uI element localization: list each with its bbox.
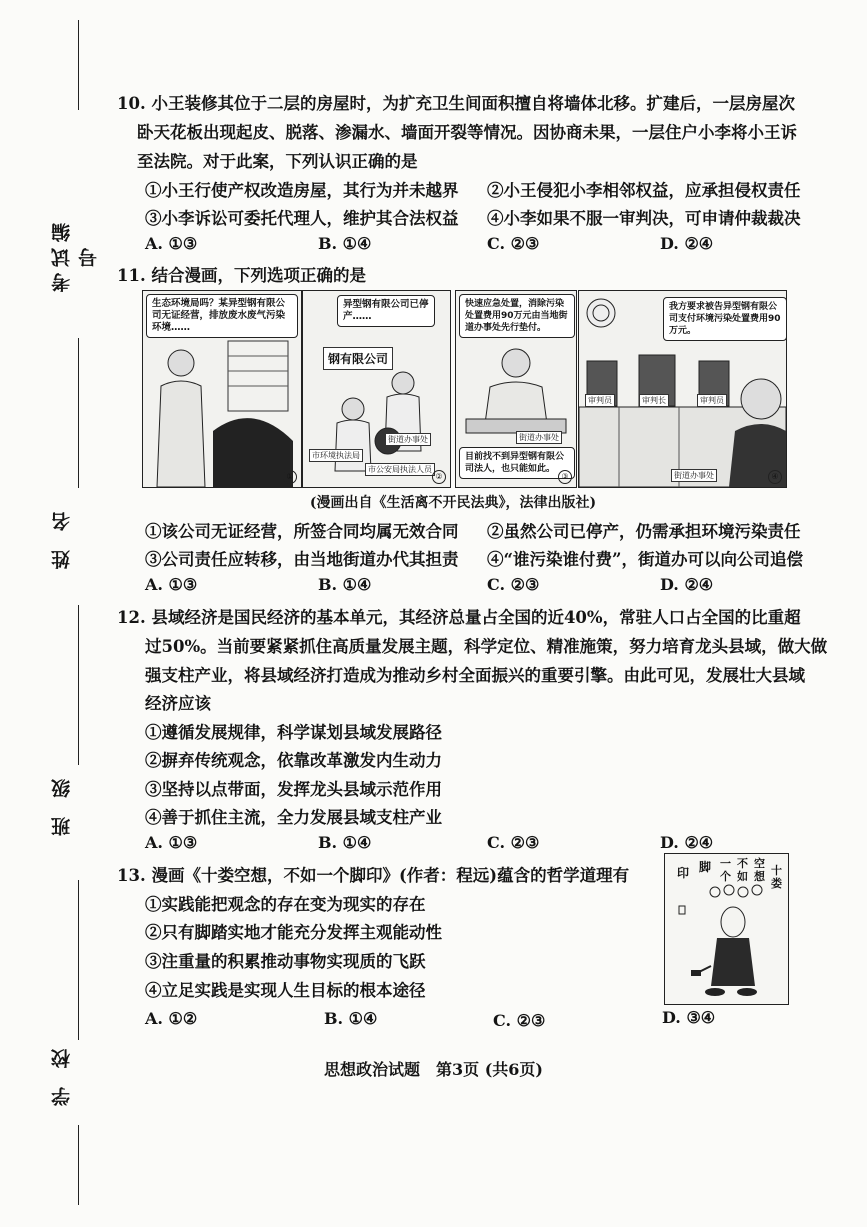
choice-a: A. ①③: [145, 575, 198, 594]
option-4: ④立足实践是实现人生目标的根本途径: [145, 981, 426, 1000]
choice-a: A. ①③: [145, 234, 198, 253]
option-3: ③坚持以点带面，发挥龙头县域示范作用: [145, 780, 442, 799]
label-tag: 审判员: [697, 394, 727, 407]
question-text: 过50%。当前要紧紧抓住高质量发展主题，科学定位、精准施策，努力培育龙头县域，做大做: [145, 637, 828, 656]
choice-c: C. ②③: [493, 1011, 546, 1030]
cartoon-text: 脚: [699, 860, 712, 874]
label-tag: 市环境执法局: [309, 449, 363, 462]
comic-drawing: [143, 291, 301, 487]
margin-line: [78, 338, 79, 488]
speech-bubble: 我方要求被告异型钢有限公司支付环境污染处置费用90万元。: [663, 297, 787, 341]
option-3: ③小李诉讼可委托代理人，维护其合法权益: [145, 209, 459, 228]
label-tag: 市公安局执法人员: [365, 463, 435, 476]
choice-b: B. ①④: [318, 234, 372, 253]
cartoon-drawing: [665, 854, 788, 1004]
choice-d: D. ②④: [660, 234, 714, 253]
cartoon-text: 印: [677, 866, 690, 880]
label-tag: 审判长: [639, 394, 669, 407]
class-label: 班 级: [51, 773, 73, 837]
cartoon-text: 空想: [754, 857, 765, 883]
name-label: 姓 名: [51, 506, 73, 569]
label-tag: 街道办事处: [671, 469, 717, 482]
speech-bubble: 快速应急处置，消除污染处置费用90万元由当地街道办事处先行垫付。: [459, 294, 575, 338]
speech-bubble: 异型钢有限公司已停产……: [337, 295, 435, 327]
choice-b: B. ①④: [318, 833, 372, 852]
option-2: ②小王侵犯小李相邻权益，应承担侵权责任: [487, 181, 801, 200]
label-tag: 街道办事处: [385, 433, 431, 446]
choice-c: C. ②③: [487, 575, 540, 594]
question-text: 强支柱产业，将县域经济打造成为推动乡村全面振兴的重要引擎。由此可见，发展壮大县域: [145, 666, 805, 685]
margin-line: [78, 1125, 79, 1205]
page-footer: 思想政治试题 第3页 (共6页): [324, 1060, 543, 1079]
panel-number: ②: [432, 470, 446, 484]
margin-line: [78, 20, 79, 110]
choice-b: B. ①④: [318, 575, 372, 594]
company-sign: 钢有限公司: [323, 347, 393, 370]
choice-d: D. ③④: [662, 1008, 716, 1027]
philosophy-cartoon: [664, 853, 789, 1005]
option-1: ①小王行使产权改造房屋，其行为并未越界: [145, 181, 459, 200]
option-3: ③公司责任应转移，由当地街道办代其担责: [145, 550, 459, 569]
choice-d: D. ②④: [660, 575, 714, 594]
school-label: 学 校: [51, 1043, 73, 1107]
option-4: ④善于抓住主流，全力发展县域支柱产业: [145, 808, 442, 827]
option-3: ③注重量的积累推动事物实现质的飞跃: [145, 952, 426, 971]
panel-number: ③: [558, 470, 572, 484]
speech-bubble: 生态环境局吗？某异型钢有限公司无证经营，排放废水废气污染环境……: [146, 294, 298, 338]
comic-panel-4: [578, 290, 787, 488]
panel-number: ①: [283, 470, 297, 484]
question-text: 13. 漫画《十娄空想，不如一个脚印》(作者：程远)蕴含的哲学道理有: [117, 866, 630, 885]
choice-d: D. ②④: [660, 833, 714, 852]
comic-panel-1: [142, 290, 302, 488]
choice-c: C. ②③: [487, 833, 540, 852]
cartoon-text: 不如: [737, 857, 748, 883]
option-1: ①实践能把观念的存在变为现实的存在: [145, 895, 426, 914]
speech-bubble: 目前找不到异型钢有限公司法人，也只能如此。: [459, 447, 575, 479]
choice-c: C. ②③: [487, 234, 540, 253]
choice-a: A. ①②: [145, 1009, 198, 1028]
binding-margin: [0, 0, 100, 1227]
question-text: 12. 县域经济是国民经济的基本单元，其经济总量占全国的近40%，常驻人口占全国的比重超: [117, 608, 801, 627]
option-2: ②只有脚踏实地才能充分发挥主观能动性: [145, 923, 442, 942]
option-4: ④“谁污染谁付费”，街道办可以向公司追偿: [487, 550, 803, 569]
label-tag: 街道办事处: [516, 431, 562, 444]
option-2: ②虽然公司已停产，仍需承担环境污染责任: [487, 522, 801, 541]
question-text: 卧天花板出现起皮、脱落、渗漏水、墙面开裂等情况。因协商未果，一层住户小李将小王诉: [137, 123, 797, 142]
panel-number: ④: [768, 470, 782, 484]
option-1: ①该公司无证经营，所签合同均属无效合同: [145, 522, 459, 541]
choice-b: B. ①④: [324, 1009, 378, 1028]
comic-caption: (漫画出自《生活离不开民法典》，法律出版社): [309, 495, 597, 511]
choice-a: A. ①③: [145, 833, 198, 852]
question-text: 11. 结合漫画，下列选项正确的是: [117, 266, 366, 285]
label-tag: 审判员: [585, 394, 615, 407]
cartoon-text: 十娄: [771, 864, 782, 890]
margin-line: [78, 605, 79, 765]
question-text: 经济应该: [145, 694, 211, 713]
comic-panel-2: [302, 290, 451, 488]
margin-line: [78, 880, 79, 1040]
question-text: 10. 小王装修其位于二层的房屋时，为扩充卫生间面积擅自将墙体北移。扩建后，一层房屋次: [117, 94, 795, 113]
question-text: 至法院。对于此案，下列认识正确的是: [137, 152, 418, 171]
exam-id-label: 考试编号: [51, 217, 100, 293]
cartoon-text: 一个: [720, 857, 731, 883]
option-2: ②摒弃传统观念，依靠改革激发内生动力: [145, 751, 442, 770]
comic-panel-3: [455, 290, 577, 488]
option-1: ①遵循发展规律，科学谋划县域发展路径: [145, 723, 442, 742]
option-4: ④小李如果不服一审判决，可申请仲裁裁决: [487, 209, 801, 228]
